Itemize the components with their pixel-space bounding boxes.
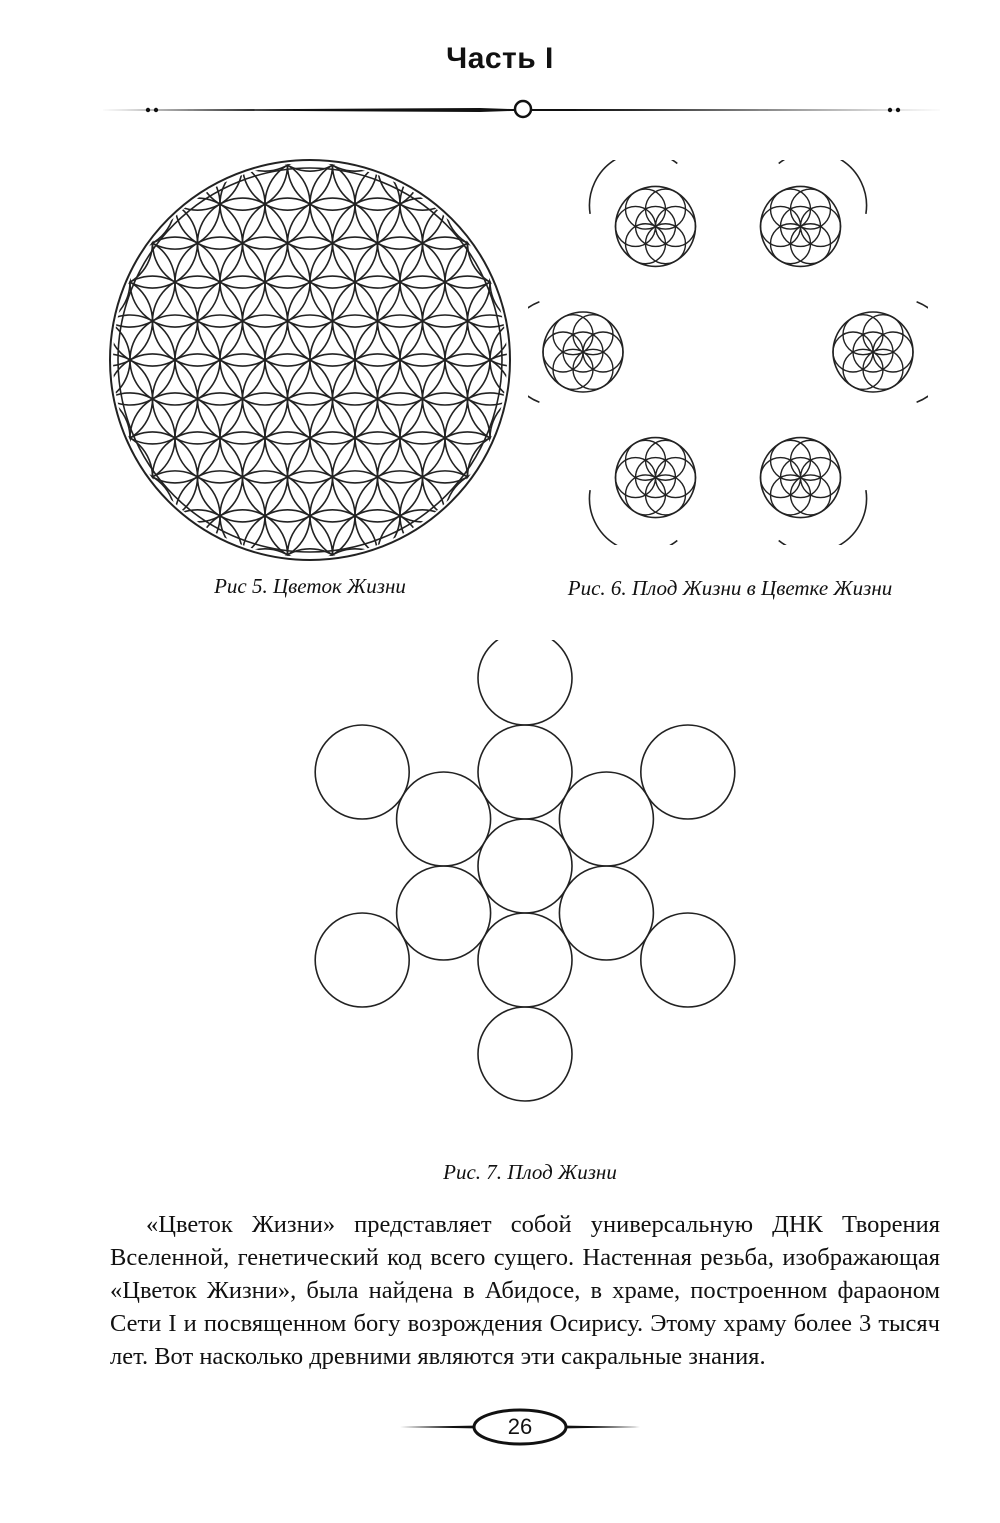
flower-circle xyxy=(445,315,520,405)
fruit-circle-outer xyxy=(478,640,572,725)
fruit-circle-outer xyxy=(641,913,735,1007)
figure-5-caption: Рис 5. Цветок Жизни xyxy=(214,574,406,598)
fruit-circle-center xyxy=(478,819,572,913)
flower-of-life-figure xyxy=(100,150,520,570)
flower-circle xyxy=(100,276,153,366)
fruit-circle-inner xyxy=(478,913,572,1007)
flower-circle xyxy=(378,150,468,210)
flower-circle xyxy=(400,471,490,561)
page-number: 26 xyxy=(507,1414,533,1439)
fruit-circle-inner xyxy=(559,866,653,960)
fruit-circle-inner xyxy=(478,725,572,819)
fruit-circle-inner xyxy=(559,772,653,866)
body-text xyxy=(110,1208,940,1373)
fruit-cluster xyxy=(833,302,928,403)
flower-circle xyxy=(468,198,521,288)
flower-circle xyxy=(100,432,153,522)
flower-circle xyxy=(100,393,175,483)
fruit-cluster xyxy=(528,302,623,403)
flower-circle xyxy=(130,159,220,249)
cluster-outer-arc xyxy=(779,490,867,545)
flower-circle xyxy=(378,510,468,570)
fruit-cluster xyxy=(589,438,695,545)
fruit-circle-outer xyxy=(315,913,409,1007)
flower-circle xyxy=(468,354,521,444)
flower-circle xyxy=(243,150,333,210)
fruit-cluster xyxy=(761,160,867,266)
header-ornament-rule xyxy=(100,96,946,124)
fruit-of-life-in-flower-figure xyxy=(528,160,928,545)
flower-circle xyxy=(100,198,153,288)
cluster-outer-arc xyxy=(917,302,928,403)
flower-circle xyxy=(490,315,520,405)
flower-circle xyxy=(100,237,175,327)
flower-circle xyxy=(153,510,243,570)
flower-circle xyxy=(468,432,521,522)
flower-circle xyxy=(100,354,153,444)
flower-circle xyxy=(243,510,333,570)
figure-7-caption: Рис. 7. Плод Жизни xyxy=(443,1160,617,1184)
fruit-circle-inner xyxy=(397,866,491,960)
fruit-cluster xyxy=(761,438,867,545)
page-footer xyxy=(400,1406,640,1448)
fruit-circle-outer xyxy=(641,725,735,819)
cluster-outer-arc xyxy=(589,490,677,545)
fruit-circle-outer xyxy=(315,725,409,819)
flower-circle xyxy=(153,150,243,210)
figure-6-caption: Рис. 6. Плод Жизни в Цветке Жизни xyxy=(567,576,893,600)
body-paragraph: «Цветок Жизни» представляет собой универсальную ДНК Творения Вселенной, генетический код всего сущего. Настенная резьба, изображающая «Цветок Жизни», была найдена в Абидосе, в храме, построенном фараоном Сети I и посвященном богу возрождения Осирису. Этому храму более 3 тысяч лет. Вот насколько древними являются эти сакральные знания. xyxy=(110,1211,940,1370)
flower-circle xyxy=(100,315,175,405)
flower-circle xyxy=(288,510,378,570)
flower-circle xyxy=(445,237,520,327)
flower-circle xyxy=(100,315,130,405)
fruit-circle-outer xyxy=(478,1007,572,1101)
flower-circle xyxy=(130,471,220,561)
flower-of-life-circles xyxy=(100,150,520,570)
flower-circle xyxy=(400,159,490,249)
fruit-circle-inner xyxy=(397,772,491,866)
cluster-outer-arc xyxy=(528,302,539,403)
page-header-title: Часть I xyxy=(446,42,554,75)
flower-circle xyxy=(468,276,521,366)
fruit-of-life-figure xyxy=(300,640,760,1140)
flower-circle xyxy=(288,150,378,210)
fruit-cluster xyxy=(589,160,695,266)
flower-circle xyxy=(445,393,520,483)
